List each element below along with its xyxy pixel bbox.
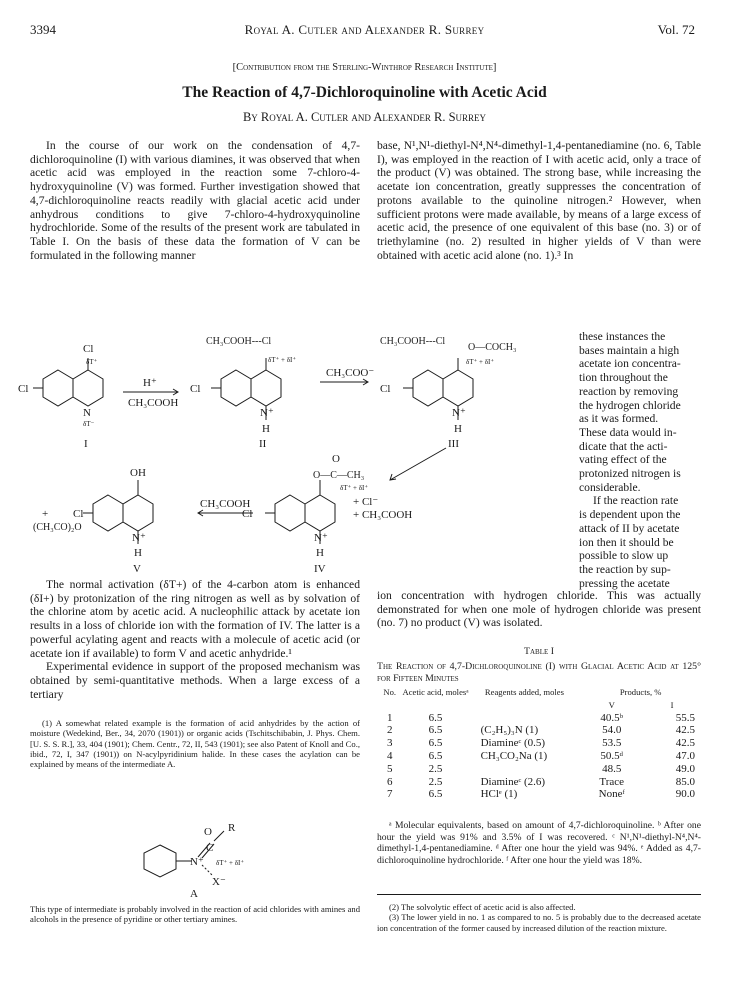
scheme-delta-sum: δT⁺ + δI⁺ — [466, 358, 495, 366]
scheme-h: H — [134, 547, 142, 559]
scheme-cl: Cl — [73, 508, 84, 520]
cell-no: 5 — [387, 762, 393, 775]
scheme-delta-minus: δT⁻ — [83, 420, 95, 428]
scheme-delta-sum: δT⁺ + δI⁺ — [268, 356, 297, 364]
volume-label: Vol. 72 — [657, 22, 695, 37]
wrap-line: reaction by removing — [579, 384, 679, 398]
ac2o-label: (CH₃CO)₂O — [33, 522, 82, 533]
paragraph-hcl: ion concentration with hydrogen chloride. This was actually demonstrated for when one mole of hydrogen chloride was present (no. 7) no product (V) was isolated. — [377, 589, 701, 630]
scheme-delta-sum: δT⁺ + δI⁺ — [340, 484, 369, 492]
scheme-cl: Cl — [18, 383, 29, 395]
scheme-np: N⁺ — [260, 407, 274, 419]
wrap-line: These data would in- — [579, 425, 677, 439]
cell-no: 1 — [387, 711, 393, 724]
intA-n: N⁺ — [190, 856, 204, 868]
footnote-1-end-text: This type of intermediate is probably involved in the reaction of acid chlorides with amines and alcohols in the presence of pyridine or other tertiary amines. — [30, 904, 360, 925]
right-hcl-paragraph — [377, 589, 701, 630]
plus-sign: + — [42, 508, 49, 520]
byline: By Royal A. Cutler and Alexander R. Surrey — [242, 110, 487, 124]
right-wrap-text — [579, 330, 701, 590]
scheme-n: N — [83, 407, 91, 419]
label-V: V — [133, 563, 141, 575]
intA-delta: δT⁺ + δI⁺ — [216, 859, 245, 867]
cell-no: 7 — [387, 788, 393, 801]
scheme-cl: Cl — [190, 383, 201, 395]
table-row — [377, 788, 701, 801]
footnote-1-text: (1) A somewhat related example is the formation of acid anhydrides by the action of moisture (Wedekind, Ber., 34, 2070 (1901)) or organic acids (Tschitschibabin, J. Phys. Chem. [U. S. S. R.], 33, 404 (1901); Chem. Centr., 72, II, 543 (1901); see also Patent of Knoll and Co., ibid., 72, I, 347 (1901)) on N-acylpyridinium halide. In these cases the acylation can be explained by means of the intermediate A. — [30, 718, 360, 770]
paragraph-intro: In the course of our work on the condensation of 4,7-dichloroquinoline (I) with various diamines, it was observed that when acetic acid was employed in the reaction some 7-chloro-4-hydroxyquinoline (V) was formed. Further investigation showed that 4,7-dichloroquinoline reacts readily with glacial acetic acid under anhydrous conditions to give 7-chloro-4-hydroxyquinoline hydrochloride. Some of the results of the present work are tabulated in Table I. On the basis of these data the formation of V can be formulated in the following manner — [30, 139, 360, 262]
cell-no: 4 — [387, 749, 393, 762]
wrap-line: pressing the acetate — [579, 576, 670, 590]
footnote-1-end — [30, 904, 360, 925]
table-row — [377, 712, 701, 725]
table-row — [377, 737, 701, 750]
wrap-line: If the reaction rate — [593, 494, 679, 508]
wrap-line: ion then it should be — [579, 535, 674, 549]
table-notes-text: ᵃ Molecular equivalents, based on amount of 4,7-dichloroquinoline. ᵇ After one hour the yield was 91% and 3.5% of I was recovered. ᶜ N¹,N¹-diethyl-N⁴,N⁴-dimethyl-1,4-pentanediamine. ᵈ After one hour the yield was 94%. ᵉ Added as 4,7-dichloroquinoline hydrochloride. ᶠ After one hour the yield was 18%. — [377, 820, 701, 866]
reagent-acoh: CH₃COOH — [128, 397, 179, 409]
cell-v: 53.5 — [602, 737, 622, 750]
wrap-line: possible to slow up — [579, 549, 669, 563]
cell-v: 50.5ᵈ — [600, 749, 624, 762]
wrap-line: dicate that the acti- — [579, 439, 668, 453]
scheme-cl: Cl — [380, 383, 391, 395]
scheme-h: H — [316, 547, 324, 559]
cell-acid: 6.5 — [428, 788, 443, 801]
label-II: II — [259, 438, 267, 450]
footnote-2: (2) The solvolytic effect of acetic acid is also affected. — [389, 902, 576, 912]
wrap-line: is dependent upon the — [579, 508, 681, 522]
cell-reagent: Diamineᶜ (0.5) — [480, 737, 546, 750]
header-i: I — [670, 699, 674, 710]
reagent-acetate: CH₃COO⁻ — [326, 367, 375, 379]
reagent-h: H⁺ — [143, 377, 157, 389]
intA-label: A — [190, 888, 198, 900]
plus-acoh: + CH₃COOH — [353, 509, 413, 521]
wrap-line: bases maintain a high — [579, 343, 680, 357]
ocm-label: O—C—CH₃ — [313, 470, 365, 481]
table-row — [377, 763, 701, 776]
solvate-label-III: CH₃COOH---Cl — [380, 336, 446, 347]
wrap-line: tion throughout the — [579, 371, 668, 385]
scheme-cl: Cl — [242, 508, 253, 520]
scheme-oh: OH — [130, 467, 146, 479]
scheme-delta: δT⁺ — [86, 358, 98, 366]
table-notes — [377, 820, 701, 866]
cell-v: Noneᶠ — [598, 788, 625, 801]
solvate-label: CH₃COOH---Cl — [206, 336, 272, 347]
footnote-3: (3) The lower yield in no. 1 as compared to no. 5 is probably due to the decreased acetate ion concentration of the former caused by increased dilution of the reaction mixture. — [377, 912, 701, 933]
header-no: No. — [383, 687, 397, 697]
intA-r: R — [228, 822, 236, 834]
paragraph-evidence: Experimental evidence in support of the proposed mechanism was obtained by semi-quantitative methods. When a large excess of a tertiary — [30, 660, 360, 701]
wrap-line: considerable. — [579, 480, 641, 494]
label-IV: IV — [314, 563, 326, 575]
cell-i: 42.5 — [675, 737, 695, 750]
reagent-acoh2: CH₃COOH — [200, 498, 251, 510]
table-1 — [377, 686, 701, 801]
scheme-o: O — [332, 453, 340, 465]
wrap-line: attack of II by acetate — [579, 521, 680, 535]
wrap-line: as it was formed. — [579, 412, 659, 426]
cell-no: 6 — [387, 775, 393, 788]
cell-acid: 6.5 — [428, 724, 443, 737]
cell-reagent — [469, 763, 581, 776]
cell-acid: 6.5 — [428, 749, 443, 762]
cell-acid: 6.5 — [428, 737, 443, 750]
cell-i: 55.5 — [675, 711, 695, 724]
table-row — [377, 724, 701, 737]
cell-i: 47.0 — [675, 749, 695, 762]
cell-acid: 2.5 — [428, 775, 443, 788]
cell-i: 90.0 — [675, 788, 695, 801]
label-III: III — [448, 438, 459, 450]
scheme-np: N⁺ — [452, 407, 466, 419]
header-acid: Acetic acid, molesᵃ — [402, 687, 469, 697]
wrap-line: protonized nitrogen is — [579, 467, 681, 481]
article-title: The Reaction of 4,7-Dichloroquinoline with Acetic Acid — [182, 84, 547, 101]
scheme-np: N⁺ — [314, 532, 328, 544]
wrap-line: these instances the — [579, 330, 666, 343]
scheme-cl: Cl — [83, 343, 94, 355]
wrap-line: the hydrogen chloride — [579, 398, 681, 412]
footnote-divider — [377, 894, 701, 895]
reaction-scheme — [18, 330, 578, 580]
intermediate-a — [130, 815, 300, 900]
cell-i: 42.5 — [675, 724, 695, 737]
cell-v: 40.5ᵇ — [600, 711, 624, 724]
intA-c: C — [206, 842, 214, 854]
contribution-line: [Contribution from the Sterling-Winthrop Research Institute] — [232, 62, 497, 73]
cell-acid: 2.5 — [428, 762, 443, 775]
cell-no: 3 — [387, 737, 393, 750]
cell-acid: 6.5 — [428, 711, 443, 724]
cell-reagent: CH₃CO₂Na (1) — [480, 749, 548, 762]
intA-o: O — [204, 826, 212, 838]
left-intro-paragraph — [30, 139, 360, 262]
left-mechanism-text — [30, 578, 360, 701]
header-v: V — [608, 699, 615, 710]
wrap-line: the reaction by sup- — [579, 562, 671, 576]
table-row — [377, 750, 701, 763]
table-row — [377, 776, 701, 789]
ococh3-label: O—COCH₃ — [468, 342, 517, 353]
plus-cl: + Cl⁻ — [353, 496, 379, 508]
wrap-line: acetate ion concentra- — [579, 357, 681, 371]
scheme-np: N⁺ — [132, 532, 146, 544]
paragraph-mechanism: The normal activation (δT+) of the 4-carbon atom is enhanced (δI+) by protonization of the ring nitrogen as well as by solvation of the chlorine atom by acetic acid. A nucleophilic attack by acetate ion results in a loss of chloride ion with the formation of IV. The latter is a powerful acylating agent and reacts with a molecule of acetic acid (or acetate ion if available) to form V and acetic anhydride.¹ — [30, 578, 360, 660]
table-caption: The Reaction of 4,7-Dichloroquinoline (I) with Glacial Acetic Acid at 125° for Fifteen Minutes — [377, 661, 701, 684]
cell-v: 48.5 — [602, 762, 622, 775]
page-number: 3394 — [30, 22, 56, 37]
cell-reagent: HClᵉ (1) — [480, 788, 518, 801]
label-I: I — [84, 438, 88, 450]
cell-reagent: Diamineᶜ (2.6) — [480, 775, 546, 788]
paragraph-base: base, N¹,N¹-diethyl-N⁴,N⁴-dimethyl-1,4-pentanediamine (no. 6, Table I), was employed in the reaction of I with acetic acid, only a trace of the product (V) was obtained. The strong base, while increasing the acetate ion concentration, greatly suppresses the concentration of protons available to the quinoline nitrogen.² However, when sufficient protons were made available, by means of a large excess of acetic acid, the presence of one equivalent of this base (no. 3) or of triethylamine (no. 2) resulted in higher yields of V than were obtained with acetic acid alone (no. 1).³ In — [377, 139, 701, 262]
table-label: Table I — [524, 646, 554, 657]
scheme-h: H — [454, 423, 462, 435]
running-title: Royal A. Cutler and Alexander R. Surrey — [244, 22, 485, 37]
header-reagents: Reagents added, moles — [484, 687, 564, 697]
right-footnotes — [377, 902, 701, 933]
cell-i: 49.0 — [675, 762, 695, 775]
cell-reagent: (C₂H₅)₃N (1) — [480, 724, 539, 737]
right-intro-paragraph — [377, 139, 701, 262]
intA-x: X⁻ — [212, 876, 226, 888]
cell-v: 54.0 — [602, 724, 622, 737]
cell-i: 85.0 — [675, 775, 695, 788]
cell-no: 2 — [387, 724, 393, 737]
data-table — [377, 686, 701, 801]
footnote-1 — [30, 718, 360, 769]
wrap-line: vating effect of the — [579, 453, 667, 467]
header-products: Products, % — [619, 687, 662, 697]
scheme-h: H — [262, 423, 270, 435]
cell-v: Trace — [599, 775, 625, 788]
cell-reagent — [469, 712, 581, 725]
